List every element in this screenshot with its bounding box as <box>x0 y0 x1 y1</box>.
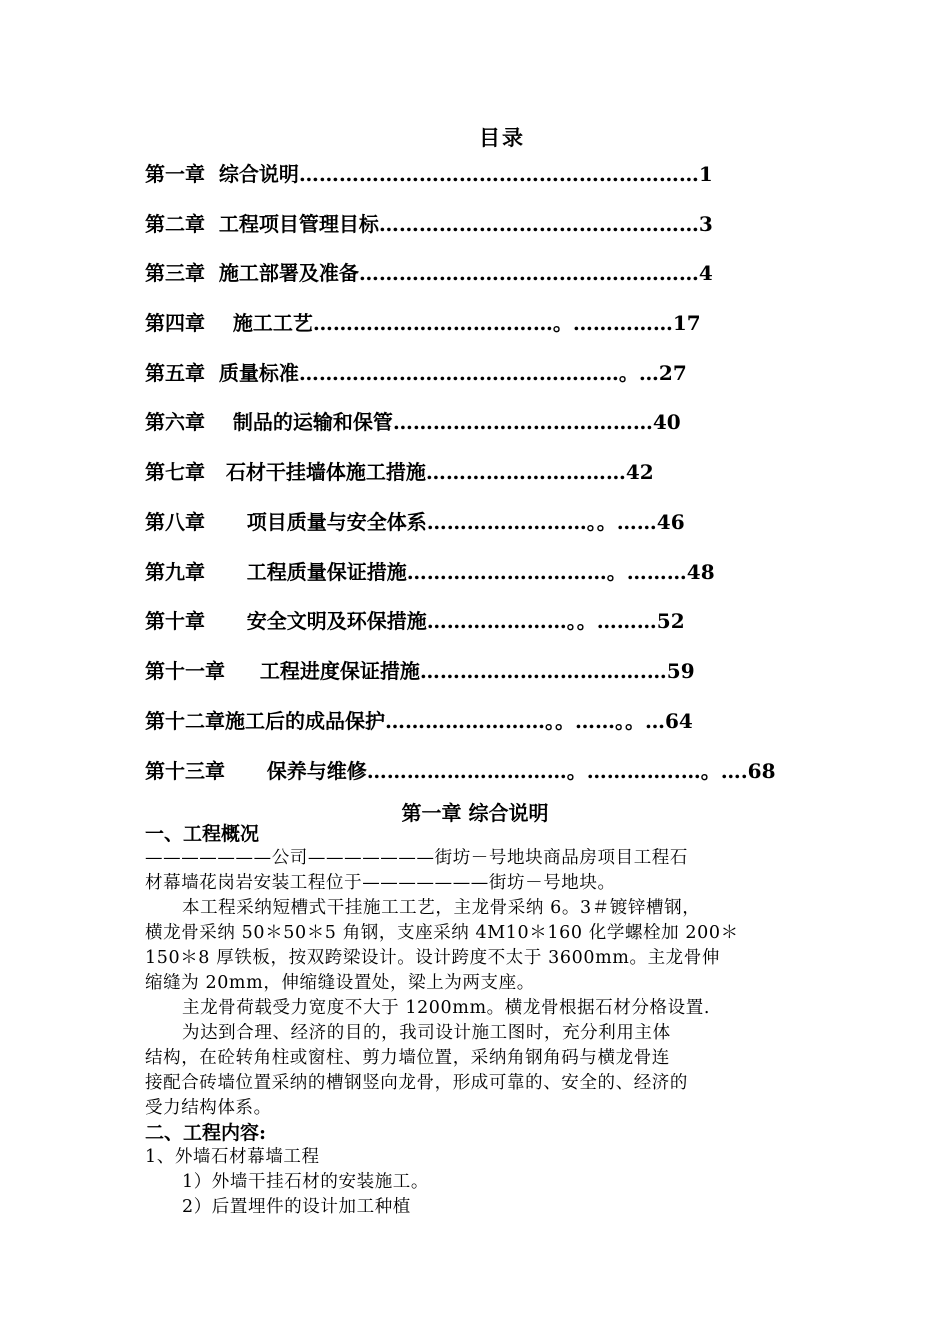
body-line: 横龙骨采纳 50＊50＊5 角钢，支座采纳 4M10＊160 化学螺栓加 200＊ <box>145 923 739 943</box>
toc-entry-1: 第一章 综合说明……………………………………………………1 <box>145 162 713 186</box>
body-line: 1）外墙干挂石材的安装施工。 <box>145 1172 430 1192</box>
toc-entry-4: 第四章 施工工艺………………………………。……………17 <box>145 311 701 335</box>
body-line: 受力结构体系。 <box>145 1098 272 1118</box>
body-line: 材幕墙花岗岩安装工程位于———————街坊－号地块。 <box>145 873 616 893</box>
toc-entry-11: 第十一章 工程进度保证措施…………………………….…59 <box>145 659 695 683</box>
toc-entry-13: 第十三章 保养与维修…………………………。…………..…。….68 <box>145 759 776 783</box>
body-line: 接配合砖墙位置采纳的槽钢竖向龙骨，形成可靠的、安全的、经济的 <box>145 1073 688 1093</box>
toc-entry-10: 第十章 安全文明及环保措施…………………。。………52 <box>145 609 685 633</box>
toc-entry-8: 第八章 项目质量与安全体系……………………。。……46 <box>145 510 685 534</box>
toc-entry-5: 第五章 质量标准…………………………………………。…27 <box>145 361 687 385</box>
toc-entry-6: 第六章 制品的运输和保管…………………………………40 <box>145 410 681 434</box>
body-line: 本工程采纳短槽式干挂施工工艺，主龙骨采纳 6。3＃镀锌槽钢， <box>145 898 701 918</box>
toc-entry-3: 第三章 施工部署及准备……………………………………………4 <box>145 261 713 285</box>
body-line: 150＊8 厚铁板，按双跨梁设计。设计跨度不太于 3600mm。主龙骨伸 <box>145 948 720 968</box>
body-line: 2）后置埋件的设计加工种植 <box>145 1197 411 1217</box>
section-title-content: 二、工程内容: <box>145 1122 267 1144</box>
section-title-overview: 一、工程概况 <box>145 823 260 845</box>
toc-title: 目录 <box>479 125 525 150</box>
body-line: 为达到合理、经济的目的，我司设计施工图时，充分利用主体 <box>145 1023 671 1043</box>
toc-entry-9: 第九章 工程质量保证措施…………………………。………48 <box>145 560 715 584</box>
body-line: 缩缝为 20mm，伸缩缝设置处，梁上为两支座。 <box>145 973 535 993</box>
toc-entry-12: 第十二章施工后的成品保护……………………。。……。。…64 <box>145 709 693 733</box>
body-line: 1、外墙石材幕墙工程 <box>145 1147 320 1167</box>
chapter-title: 第一章 综合说明 <box>401 801 549 825</box>
toc-entry-7: 第七章 石材干挂墙体施工措施…………………………42 <box>145 460 654 484</box>
toc-entry-2: 第二章 工程项目管理目标…………………………………………3 <box>145 212 713 236</box>
body-line: 主龙骨荷载受力宽度不大于 1200mm。横龙骨根据石材分格设置. <box>145 998 711 1018</box>
body-line: 结构，在砼转角柱或窗柱、剪力墙位置，采纳角钢角码与横龙骨连 <box>145 1048 670 1068</box>
body-line: ———————公司———————街坊－号地块商品房项目工程石 <box>145 848 688 868</box>
